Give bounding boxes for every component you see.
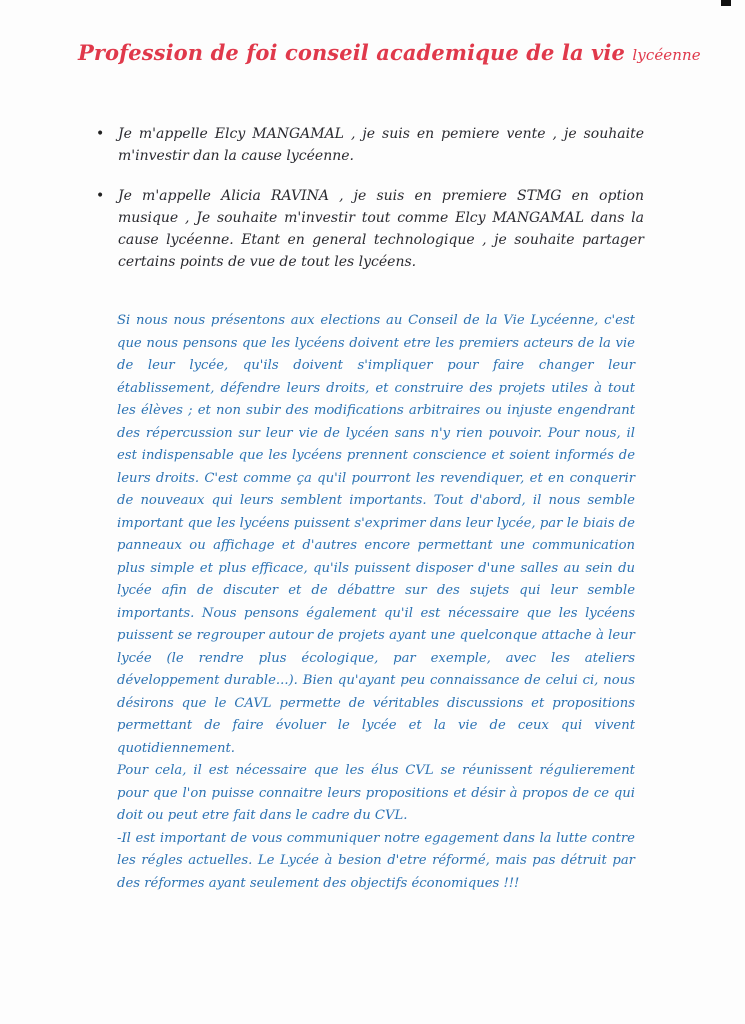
document-title [78, 40, 718, 65]
manifesto-body [117, 310, 635, 895]
candidate-list [96, 123, 644, 273]
title-main: Profession de foi conseil academique de la vie [78, 40, 633, 65]
candidate-item: • Je m'appelle Elcy MANGAMAL , je suis en pemiere vente , je souhaite m'investir dan la cause lycéenne. [96, 123, 644, 167]
manifesto-paragraph: Si nous nous présentons aux elections au Conseil de la Vie Lycéenne, c'est que nous pensons que les lycéens doivent etre les premiers acteurs de la vie de leur lycée, qu'ils doivent s'impliquer pour faire changer leur établissement, défendre leurs droits, et construire des projets utiles à tout les élèves ; et non subir des modifications arbitraires ou injuste engendrant des répercussion sur leur vie de lycéen sans n'y rien pouvoir. Pour nous, il est indispensable que les lycéens prennent conscience et soient informés de leurs droits. C'est comme ça qu'il pourront les revendiquer, et en conquerir de nouveaux qui leurs semblent importants. Tout d'abord, il nous semble important que les lycéens puissent s'exprimer dans leur lycée, par le biais de panneaux ou affichage et d'autres encore permettant une communication plus simple et plus efficace, qu'ils puissent disposer d'une salles au sein du lycée afin de discuter et de débattre sur des sujets qui leur semble importants. Nous pensons également qu'il est nécessaire que les lycéens puissent se regrouper autour de projets ayant une quelconque attache à leur lycée (le rendre plus écologique, par exemple, avec les ateliers développement durable...). Bien qu'ayant peu connaissance de celui ci, nous désirons que le CAVL permette de véritables discussions et propositions permettant de faire évoluer le lycée et la vie de ceux qui vivent quotidiennement. [117, 313, 635, 756]
manifesto-paragraph: Pour cela, il est nécessaire que les élus CVL se réunissent régulierement pour que l'on puisse connaitre leurs propositions et désir à propos de ce qui doit ou peut etre fait dans le cadre du CVL. [117, 763, 635, 823]
manifesto-paragraph: -Il est important de vous communiquer notre egagement dans la lutte contre les régles actuelles. Le Lycée à besion d'etre réformé, mais pas détruit par des réformes ayant seulement des objectifs économiques !!! [117, 830, 635, 891]
title-tail: lycéenne [632, 46, 701, 64]
candidate-item: • Je m'appelle Alicia RAVINA , je suis en premiere STMG en option musique , Je souhaite m'investir tout comme Elcy MANGAMAL dans la cause lycéenne. Etant en general technologique , je souhaite partager certains points de vue de tout les lycéens. [96, 185, 644, 273]
scan-corner-mark [721, 0, 731, 6]
